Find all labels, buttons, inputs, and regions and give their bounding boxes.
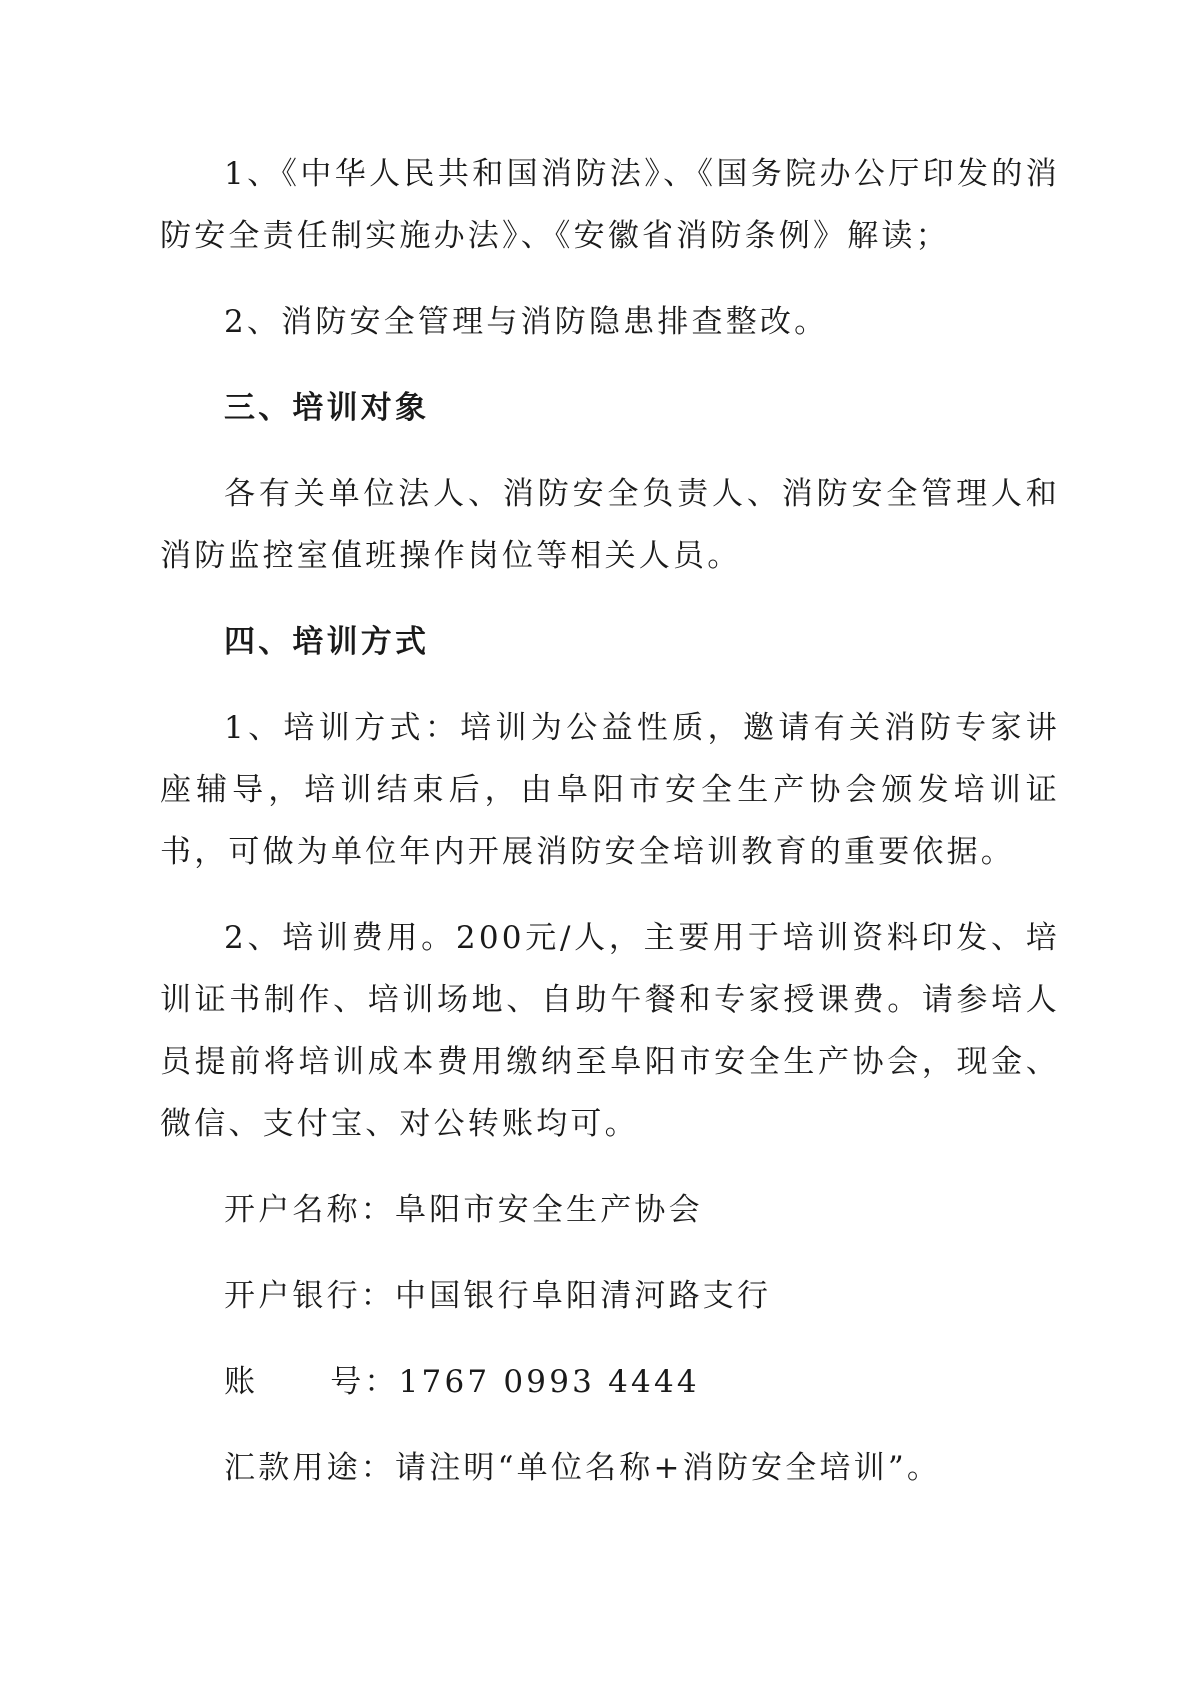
bank-line: 开户银行：中国银行阜阳清河路支行 <box>224 1278 772 1314</box>
training-content-item-1: 1、《中华人民共和国消防法》、《国务院办公厅印发的消防安全责任制实施办法》、《安徽省消防条例》解读； <box>160 156 1060 254</box>
account-number: 1767 0993 4444 <box>398 1364 700 1400</box>
section-heading-training-targets: 三、培训对象 <box>224 390 430 426</box>
account-number-line <box>160 1351 1060 1413</box>
training-content-item-2: 2、消防安全管理与消防隐患排查整改。 <box>224 304 829 340</box>
training-method-paragraph: 1、培训方式：培训为公益性质，邀请有关消防专家讲座辅导，培训结束后，由阜阳市安全生产协会颁发培训证书，可做为单位年内开展消防安全培训教育的重要依据。 <box>160 710 1060 870</box>
account-name-line: 开户名称：阜阳市安全生产协会 <box>224 1192 703 1228</box>
document-body <box>160 143 1060 1523</box>
account-label-right: 号： <box>330 1364 399 1400</box>
remittance-purpose-line: 汇款用途：请注明“单位名称+消防安全培训”。 <box>224 1450 942 1486</box>
training-fee-paragraph: 2、培训费用。200元/人，主要用于培训资料印发、培训证书制作、培训场地、自助午餐和专家授课费。请参培人员提前将培训成本费用缴纳至阜阳市安全生产协会，现金、微信、支付宝、对公转账均可。 <box>160 920 1060 1142</box>
account-label-left: 账 <box>224 1364 259 1400</box>
section-heading-training-method: 四、培训方式 <box>224 624 430 660</box>
training-targets-paragraph: 各有关单位法人、消防安全负责人、消防安全管理人和消防监控室值班操作岗位等相关人员。 <box>160 476 1060 574</box>
